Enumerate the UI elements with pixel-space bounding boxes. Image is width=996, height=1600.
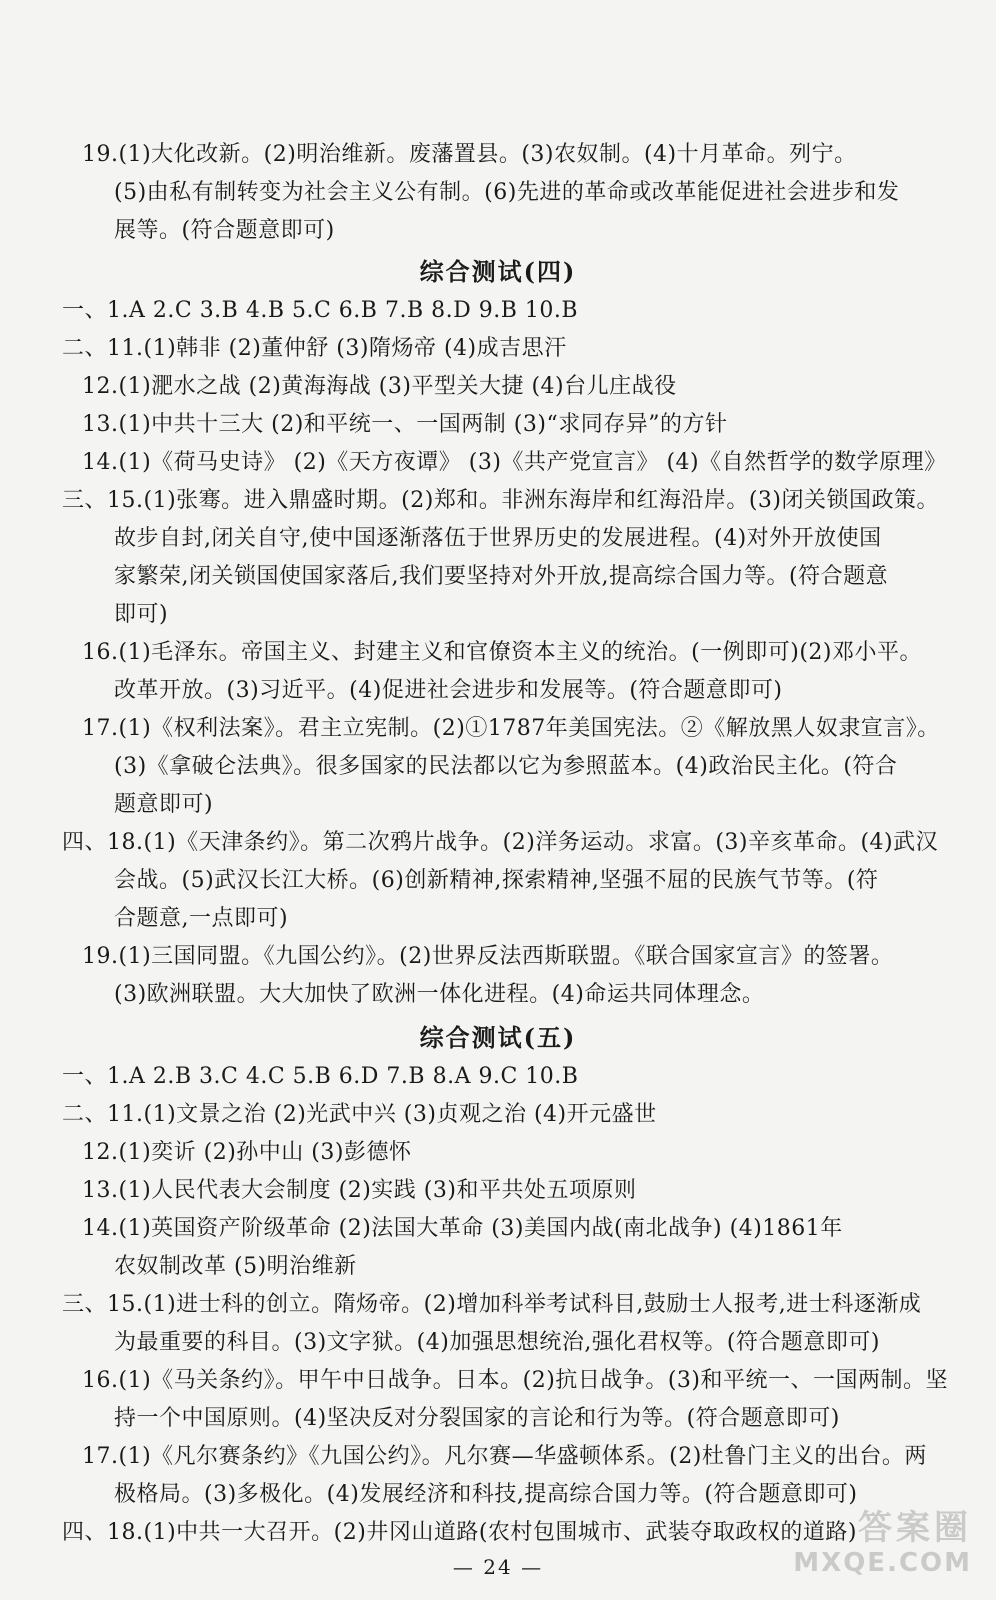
answer-line: 合题意,一点即可) bbox=[114, 906, 289, 931]
answer-line: 16.(1)毛泽东。帝国主义、封建主义和官僚资本主义的统治。(一例即可)(2)邓小平。 bbox=[82, 640, 922, 665]
answer-line: 即可) bbox=[114, 602, 169, 627]
answer-line: (3)《拿破仑法典》。很多国家的民法都以它为参照蓝本。(4)政治民主化。(符合 bbox=[114, 754, 898, 779]
answer-line: 三、15.(1)张骞。进入鼎盛时期。(2)郑和。非洲东海岸和红海沿岸。(3)闭关锁国政策。 bbox=[62, 488, 939, 513]
answer-line: 极格局。(3)多极化。(4)发展经济和科技,提高综合国力等。(符合题意即可) bbox=[114, 1482, 858, 1507]
answer-line: 会战。(5)武汉长江大桥。(6)创新精神,探索精神,坚强不屈的民族气节等。(符 bbox=[114, 868, 879, 893]
answer-line: 19.(1)三国同盟。《九国公约》。(2)世界反法西斯联盟。《联合国家宣言》的签署。 bbox=[82, 944, 894, 969]
answer-line: 16.(1)《马关条约》。甲午中日战争。日本。(2)抗日战争。(3)和平统一、一国两制。坚 bbox=[82, 1368, 948, 1393]
answer-line: 为最重要的科目。(3)文字狱。(4)加强思想统治,强化君权等。(符合题意即可) bbox=[114, 1330, 880, 1355]
answer-line: 展等。(符合题意即可) bbox=[114, 218, 335, 243]
answer-line: 12.(1)淝水之战 (2)黄海海战 (3)平型关大捷 (4)台儿庄战役 bbox=[82, 374, 677, 399]
watermark-logo bbox=[793, 1508, 972, 1578]
answer-line: 三、15.(1)进士科的创立。隋炀帝。(2)增加科举考试科目,鼓励士人报考,进士科逐渐成 bbox=[62, 1292, 922, 1317]
answer-line: 家繁荣,闭关锁国使国家落后,我们要坚持对外开放,提高综合国力等。(符合题意 bbox=[114, 564, 889, 589]
answer-line: 13.(1)人民代表大会制度 (2)实践 (3)和平共处五项原则 bbox=[82, 1178, 637, 1203]
answer-line: 农奴制改革 (5)明治维新 bbox=[114, 1254, 357, 1279]
watermark-text: 答案圈 bbox=[858, 1508, 972, 1548]
answer-line: (3)欧洲联盟。大大加快了欧洲一体化进程。(4)命运共同体理念。 bbox=[114, 982, 765, 1007]
answer-line: 二、11.(1)文景之治 (2)光武中兴 (3)贞观之治 (4)开元盛世 bbox=[62, 1102, 657, 1127]
answer-line: 改革开放。(3)习近平。(4)促进社会进步和发展等。(符合题意即可) bbox=[114, 678, 783, 703]
answer-line: 12.(1)奕䜣 (2)孙中山 (3)彭德怀 bbox=[82, 1140, 412, 1165]
answer-line: 题意即可) bbox=[114, 792, 214, 817]
section-heading-test-4: 综合测试(四) bbox=[419, 257, 577, 286]
answer-line: (5)由私有制转变为社会主义公有制。(6)先进的革命或改革能促进社会进步和发 bbox=[114, 180, 900, 205]
answer-line: 持一个中国原则。(4)坚决反对分裂国家的言论和行为等。(符合题意即可) bbox=[114, 1406, 840, 1431]
watermark-url: MXQE.COM bbox=[793, 1548, 972, 1578]
answer-line: 14.(1)英国资产阶级革命 (2)法国大革命 (3)美国内战(南北战争) (4)1861年 bbox=[82, 1216, 843, 1241]
page-number: — 24 — bbox=[452, 1555, 544, 1579]
answer-line: 19.(1)大化改新。(2)明治维新。废藩置县。(3)农奴制。(4)十月革命。列宁。 bbox=[82, 142, 857, 167]
answer-line: 一、1.A 2.B 3.C 4.C 5.B 6.D 7.B 8.A 9.C 10.B bbox=[62, 1064, 579, 1089]
answer-line: 13.(1)中共十三大 (2)和平统一、一国两制 (3)“求同存异”的方针 bbox=[82, 412, 728, 437]
answer-line: 四、18.(1)《天津条约》。第二次鸦片战争。(2)洋务运动。求富。(3)辛亥革命。(4)武汉 bbox=[62, 830, 939, 855]
answer-line: 17.(1)《凡尔赛条约》《九国公约》。凡尔赛—华盛顿体系。(2)杜鲁门主义的出台。两 bbox=[82, 1444, 927, 1469]
answer-line: 14.(1)《荷马史诗》 (2)《天方夜谭》 (3)《共产党宣言》 (4)《自然哲学的数学原理》 bbox=[82, 450, 947, 475]
answer-line: 一、1.A 2.C 3.B 4.B 5.C 6.B 7.B 8.D 9.B 10.B bbox=[62, 298, 579, 323]
answer-line: 17.(1)《权利法案》。君主立宪制。(2)①1787年美国宪法。②《解放黑人奴隶宣言》。 bbox=[82, 716, 940, 741]
section-heading-test-5: 综合测试(五) bbox=[419, 1023, 577, 1052]
answer-line: 故步自封,闭关自守,使中国逐渐落伍于世界历史的发展进程。(4)对外开放使国 bbox=[114, 526, 882, 551]
answer-line: 四、18.(1)中共一大召开。(2)井冈山道路(农村包围城市、武装夺取政权的道路) bbox=[62, 1520, 857, 1545]
answer-line: 二、11.(1)韩非 (2)董仲舒 (3)隋炀帝 (4)成吉思汗 bbox=[62, 336, 567, 361]
